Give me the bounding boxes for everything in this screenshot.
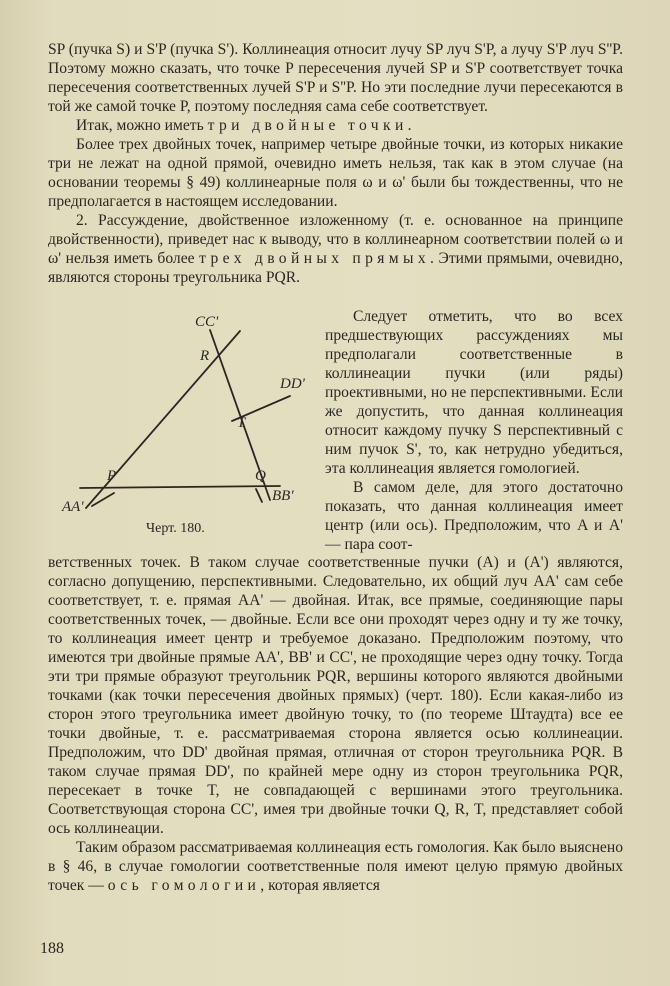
- page-number: 188: [40, 940, 64, 957]
- paragraph-text: Итак, можно иметь: [76, 117, 208, 134]
- label-t: T: [237, 415, 246, 431]
- paragraph-more-than-three: Более трех двойных точек, например четыре двойные точки, из которых никакие три не лежат на одной прямой, очевидно иметь нельзя, так как в этом случае (на основании теоремы § 49) коллинеарные поля ω и ω' были бы тождественны, что не предполагается в настоящем исследовании.: [48, 136, 623, 210]
- label-bb: BB': [272, 488, 294, 504]
- line-bb-tick: [256, 489, 262, 502]
- label-q: Q: [255, 468, 266, 484]
- paragraph-text: . Этими прямыми, очевидно, являются стороны треугольника PQR.: [48, 250, 623, 286]
- label-cc: CC': [195, 314, 219, 330]
- line-pq: [80, 486, 280, 488]
- label-p: P: [107, 468, 117, 484]
- paragraph-continuation: SP (пучка S) и S'P (пучка S'). Коллинеация относит лучу SP луч S'P, а лучу S'P луч S''P. Поэтому можно сказать, что точке P пересечения лучей SP и S'P соответствует точка пересечения соответственных лучей S'P и S''P. Но эти последние лучи пересекаются в той же самой точке P, поэтому последняя сама себе соответствует.: [48, 41, 623, 115]
- bottom-text-block: [48, 553, 623, 895]
- label-r: R: [200, 348, 210, 364]
- paragraph-perspective-note: Следует отметить, что во всех предшествующих рассуждениях мы предполагали соответственные в коллинеации пучки (или ряды) проективными, но не перспективными. Если же допустить, что данная коллинеация относит каждому пучку S перспективный с ним пучок S', то, как нетрудно убедиться, эта коллинеация является гомологией.: [325, 308, 623, 477]
- triangle-diagram: [50, 310, 320, 552]
- label-dd: DD': [280, 376, 305, 392]
- paragraph-proof-start: В самом деле, для этого достаточно показать, что данная коллинеация имеет центр (или ось). Предположим, что A и A' — пара соот-: [325, 479, 623, 553]
- spaced-emphasis: ось гомологии: [107, 877, 261, 894]
- label-aa: AA': [62, 499, 84, 515]
- spaced-emphasis: трех двойных прямых: [199, 250, 431, 267]
- top-text-block: [48, 40, 623, 287]
- paragraph-proof-continued: ветственных точек. В таком случае соответственные пучки (A) и (A') являются, согласно допущению, перспективными. Следовательно, их общий луч AA' сам себе соответствует, т. е. прямая AA' — двойная. Итак, все прямые, соединяющие пары соответственных точек, — двойные. Если все они проходят через одну и ту же точку, то коллинеация имеет центр и требуемое доказано. Предположим поэтому, что имеются три двойные прямые AA', BB' и CC', не проходящие через одну точку. Тогда эти три прямые образуют треугольник PQR, вершины которого являются двойными точками (как точки пересечения двойных прямых) (черт. 180). Если какая-либо из сторон этого треугольника имеет двойную точку, то (по теореме Штаудта) все ее точки двойные, т. е. рассматриваемая сторона является осью коллинеации. Предположим, что DD' двойная прямая, отличная от сторон треугольника PQR. В таком случае прямая DD', по крайней мере одну из сторон треугольника PQR, пересекает в точке T, не совпадающей с вершинами этого треугольника. Соответствующая сторона CC', имея три двойные точки Q, R, T, представляет собой ось коллинеации.: [48, 554, 623, 837]
- paragraph-text: , которая является: [260, 877, 380, 894]
- figure-180: [50, 310, 320, 552]
- paragraph-double-points: [48, 116, 623, 135]
- paragraph-text: Таким образом рассматриваемая коллинеация есть гомология. Как было выяснено в § 46, в случае гомологии соответственные поля имеют целую прямую двойных точек —: [48, 839, 623, 894]
- side-text-block: [325, 307, 623, 554]
- paragraph-text: 2. Рассуждение, двойственное изложенному (т. е. основанное на принципе двойственности), приведет нас к выводу, что в коллинеарном соответствии полей ω и ω' нельзя иметь более: [48, 212, 623, 267]
- paragraph-conclusion: [48, 838, 623, 895]
- paragraph-duality: [48, 211, 623, 287]
- line-aa-tick: [92, 493, 114, 506]
- figure-caption: Черт. 180.: [146, 521, 205, 536]
- spaced-emphasis: три двойные точки.: [207, 117, 416, 134]
